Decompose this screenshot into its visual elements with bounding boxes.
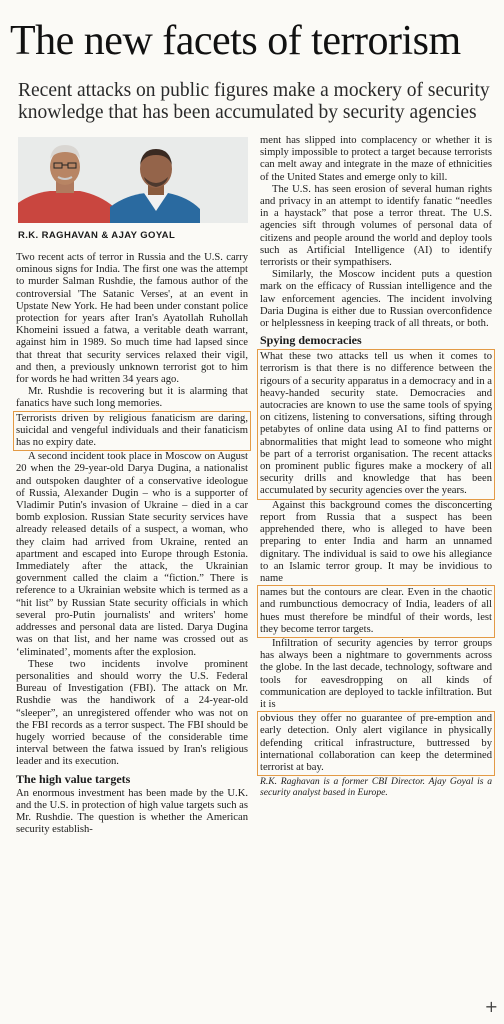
paragraph: ment has slipped into complacency or whether it is simply impossible to protect a target because terrorists can melt away and integrate in the maze of ethnicities of the United States and emerge only to kill. xyxy=(260,135,492,183)
plus-icon[interactable]: + xyxy=(484,997,498,1016)
paragraph: Terrorists driven by religious fanaticism are daring, suicidal and vengeful individuals and their fanaticism has no expiry date. xyxy=(16,412,248,449)
standfirst: Recent attacks on public figures make a mockery of security knowledge that has been accumulated by security agencies xyxy=(18,80,490,123)
paragraph: obvious they offer no guarantee of pre-emption and early detection. Only alert vigilance in physically defending critical infrastructure, buttressed by international collaboration can keep the determined terrorist at bay. xyxy=(260,713,492,773)
paragraph: Against this background comes the disconcerting report from Russia that a suspect has been apprehended there, who is alleged to have been preparing to enter India and harm an unnamed dignitary. The individual is said to owe his allegiance to an Islamic terror group. It may be invidious to name xyxy=(260,499,492,584)
author-note: R.K. Raghavan is a former CBI Director. Ajay Goyal is a security analyst based in Europe. xyxy=(260,776,492,799)
article-column-right xyxy=(260,135,492,798)
paragraph: These two incidents involve prominent personalities and should worry the U.S. Federal Bureau of Investigation (FBI). The attack on Mr. Rushdie was the handiwork of a 24-year-old “sleeper”, an unregistered offender who was not on the FBI records as a terror suspect. The FBI should be hugely worried because of the considerable time interval between the fatwa issued by Iran's religious leader and its execution. xyxy=(16,658,248,768)
paragraph: A second incident took place in Moscow on August 20 when the 29-year-old Darya Dugina, a nationalist and outspoken daughter of a conservative ideologue of Russia, Alexander Dugin – who is a supporter of Vladimir Putin's invasion of Ukraine – died in a car bomb explosion. Russian State security services have already released details of a suspect, a woman, who they claim had arrived from Ukraine, rented an apartment and escaped into Europe through Estonia. Immediately after the attack, the Ukrainian government called the claim a “fiction.” There is reference to a Ukrainian website which is termed as a “hit list” by Russian State security officials in which several pro-Putin journalists' and writers' home addresses and personal data are listed. Darya Dugina was on that list, and her name was crossed out as ‘eliminated’, moments after the explosion. xyxy=(16,451,248,658)
paragraph: names but the contours are clear. Even in the chaotic and rumbunctious democracy of India, leaders of all hues must therefore be mindful of their words, lest they become terror targets. xyxy=(260,587,492,635)
author-photos xyxy=(18,137,248,223)
paragraph: What these two attacks tell us when it comes to terrorism is that there is no difference between the rigours of a security apparatus in a democracy and in a heavy-handed security state. Democracies and autocracies are known to use the same tools of spying on citizens, listening to conversations, sifting through petabytes of online data using AI to find patterns or abnormalities that might lead to someone who might be part of a terrorist organisation. The recent attacks on prominent public figures make a mockery of all security drills and knowledge that has been accumulated by security agencies over the years. xyxy=(260,351,492,497)
paragraph: Two recent acts of terror in Russia and the U.S. carry ominous signs for India. The first one was the attempt to murder Salman Rushdie, the famous author of the controversial 'The Satanic Verses', at an event in Upstate New York. He had been under constant police protection for years after Iran's Ayatollah Ruhollah Khomeini issued a fatwa, a veritable death warrant, against him in 1989. So much time had lapsed since that threat that security services relaxed their vigil, and then, a previously unknown terrorist got to him for words he had written 34 years ago. xyxy=(16,252,248,386)
headline: The new facets of terrorism xyxy=(10,18,461,64)
byline: R.K. RAGHAVAN & AJAY GOYAL xyxy=(18,230,176,241)
paragraph: The U.S. has seen erosion of several human rights and privacy in an attempt to identify fanatic “needles in a haystack” that pose a terror threat. The U.S. agencies sift through volumes of personal data of citizens and people around the world and deploy tools such as Artificial Intelligence (AI) to identify terrorists or their sympathisers. xyxy=(260,183,492,269)
subheading: Spying democracies xyxy=(260,333,362,348)
highlighted-passage xyxy=(13,411,251,452)
paragraph: Mr. Rushdie is recovering but it is alarming that fanatics have such long memories. xyxy=(16,386,248,410)
paragraph: Infiltration of security agencies by terror groups has always been a nightmare to governments across the globe. In the last decade, technology, software and tools for eavesdropping on all kinds of communication are deployed to tackle infiltration. But it is xyxy=(260,637,492,710)
highlighted-passage xyxy=(257,711,495,776)
paragraph: Similarly, the Moscow incident puts a question mark on the efficacy of Russian intelligence and the law enforcement agencies. The incident involving Daria Dugina is either due to Russian overconfidence or helplessness in keeping track of all threats, or both. xyxy=(260,269,492,330)
subheading: The high value targets xyxy=(16,771,131,786)
highlighted-passage xyxy=(257,585,495,638)
paragraph: An enormous investment has been made by the U.K. and the U.S. in protection of high value targets such as Mr. Rushdie. The question is whether the American security establish- xyxy=(16,787,248,836)
article-column-left xyxy=(16,252,248,836)
highlighted-passage xyxy=(257,349,495,499)
